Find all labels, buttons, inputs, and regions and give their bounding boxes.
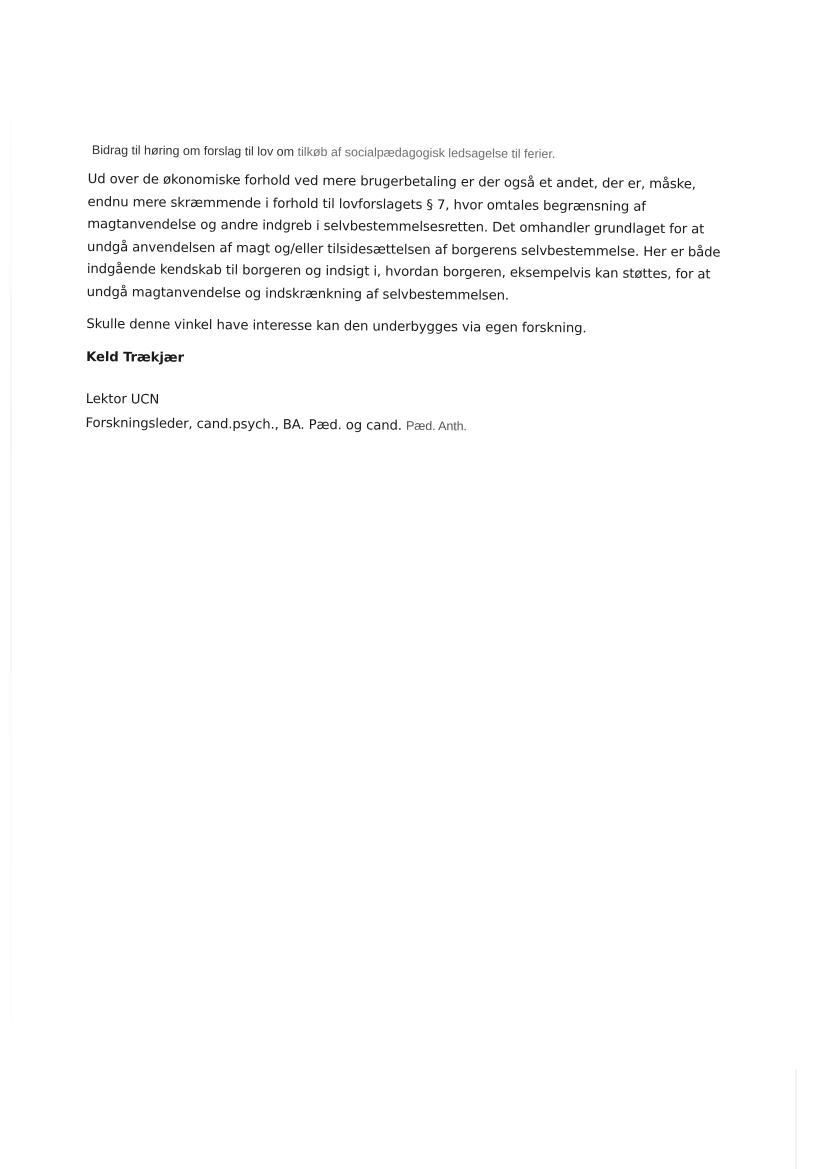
- paragraph-line: endnu mere skræmmende i forhold til lovforslagets § 7, hvor omtales begrænsning af: [87, 194, 646, 215]
- signature-role: Lektor UCN: [85, 391, 160, 408]
- document-header: [92, 143, 728, 163]
- signature-name: Keld Trækjær: [86, 349, 184, 366]
- paragraph-main: [87, 169, 728, 310]
- paragraph-research: [86, 314, 726, 342]
- paragraph-line: magtanvendelse og andre indgreb i selvbestemmelsesretten. Det omhandler grundlaget for at: [87, 216, 705, 238]
- signature-title-main: Forskningsleder, cand.psych., BA. Pæd. og cand.: [85, 415, 402, 434]
- paragraph-line: undgå anvendelsen af magt og/eller tilsidesættelsen af borgerens selvbestemmelse. Her er både: [87, 239, 721, 261]
- header-suffix: tilkøb af socialpædagogisk ledsagelse til ferier.: [297, 144, 556, 162]
- document-content: [85, 143, 728, 449]
- signature-title-tail: Pæd. Anth.: [405, 418, 467, 433]
- paragraph-line: indgående kendskab til borgeren og indsigt i, hvordan borgeren, eksempelvis kan støttes, for at: [86, 261, 711, 283]
- paragraph-line: Skulle denne vinkel have interesse kan den underbygges via egen forskning.: [86, 316, 587, 337]
- scan-edge-left: [10, 60, 12, 1140]
- signature-block: [85, 389, 725, 441]
- paragraph-line: Ud over de økonomiske forhold ved mere brugerbetaling er der også et andet, der er, måske,: [87, 171, 696, 193]
- header-prefix: Bidrag til høring om forslag til lov om: [91, 143, 295, 159]
- scan-edge-right: [795, 1070, 797, 1169]
- signature-title: [85, 411, 725, 440]
- paragraph-line: undgå magtanvendelse og indskrænkning af selvbestemmelsen.: [86, 284, 510, 304]
